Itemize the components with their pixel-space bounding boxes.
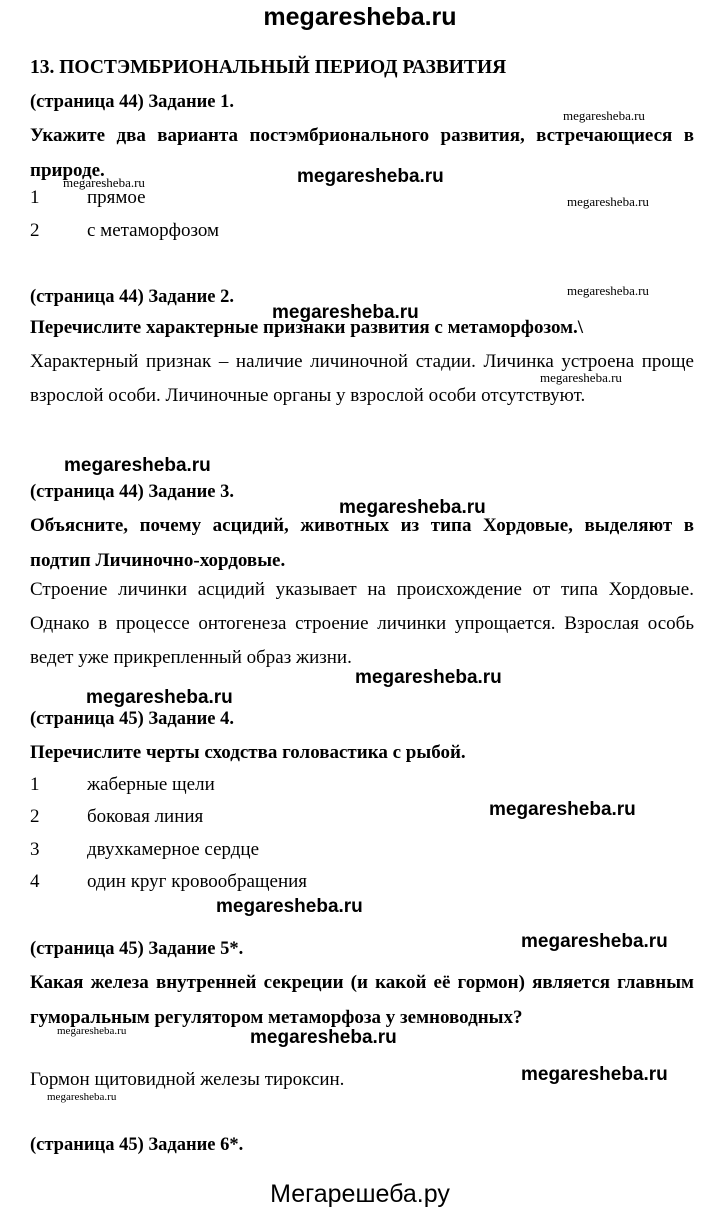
task-1-item-2-num: 2 (30, 220, 40, 241)
watermark: megaresheba.ru (250, 1027, 397, 1048)
watermark: megaresheba.ru (489, 799, 636, 820)
task-4-item-2-num: 2 (30, 806, 40, 827)
chapter-title: 13. ПОСТЭМБРИОНАЛЬНЫЙ ПЕРИОД РАЗВИТИЯ (30, 57, 507, 78)
task-4-item-3-num: 3 (30, 839, 40, 860)
task-4-item-1-text: жаберные щели (87, 774, 215, 795)
task-4-item-3-text: двухкамерное сердце (87, 839, 260, 860)
task-5-answer: Гормон щитовидной железы тироксин. (30, 1069, 345, 1090)
watermark: megaresheba.ru (521, 931, 668, 952)
watermark: megaresheba.ru (567, 194, 649, 209)
task-1-question: Укажите два варианта постэмбрионального развития, встречающиеся в природе. (30, 125, 694, 181)
watermark: megaresheba.ru (339, 497, 486, 518)
task-3-question: Объясните, почему асцидий, животных из типа Хордовые, выделяют в подтип Личиночно-хордовые. (30, 515, 694, 571)
watermark: megaresheba.ru (63, 175, 145, 190)
task-2-ref: (страница 44) Задание 2. (30, 287, 235, 307)
watermark: megaresheba.ru (540, 370, 622, 385)
watermark: megaresheba.ru (563, 108, 645, 123)
site-header: megaresheba.ru (263, 3, 457, 31)
task-1-item-1-text: прямое (87, 187, 146, 208)
watermark: megaresheba.ru (47, 1091, 117, 1103)
watermark: megaresheba.ru (521, 1064, 668, 1085)
task-5-ref: (страница 45) Задание 5*. (30, 939, 244, 959)
watermark: megaresheba.ru (297, 166, 444, 187)
task-2-answer: Характерный признак – наличие личиночной стадии. Личинка устроена проще взрослой особи. Личиночные органы у взрослой особи отсутствуют. (30, 351, 694, 406)
watermark: megaresheba.ru (57, 1025, 127, 1037)
task-6-ref: (страница 45) Задание 6*. (30, 1135, 244, 1155)
task-4-question: Перечислите черты сходства головастика с рыбой. (30, 742, 466, 763)
task-3-ref: (страница 44) Задание 3. (30, 482, 235, 502)
watermark: megaresheba.ru (86, 687, 233, 708)
watermark: megaresheba.ru (272, 302, 419, 323)
task-4-item-4-text: один круг кровообращения (87, 871, 308, 892)
task-4-item-4-num: 4 (30, 871, 40, 892)
task-1-item-2-text: с метаморфозом (87, 220, 219, 241)
task-3-answer: Строение личинки асцидий указывает на происхождение от типа Хордовые. Однако в процессе онтогенеза строение личинки упрощается. Взрослая особь ведет уже прикрепленный образ жизни. (30, 579, 694, 668)
task-4-item-1-num: 1 (30, 774, 40, 795)
task-1-item-1-num: 1 (30, 187, 40, 208)
watermark: megaresheba.ru (216, 896, 363, 917)
watermark: megaresheba.ru (567, 283, 649, 298)
site-footer: Мегарешеба.ру (270, 1180, 450, 1208)
watermark: megaresheba.ru (355, 667, 502, 688)
task-4-item-2-text: боковая линия (87, 806, 204, 827)
task-4-ref: (страница 45) Задание 4. (30, 709, 235, 729)
task-2-question: Перечислите характерные признаки развития с метаморфозом.\ (30, 317, 584, 338)
task-5-question: Какая железа внутренней секреции (и какой её гормон) является главным гуморальным регулятором метаморфоза у земноводных? (30, 972, 694, 1028)
watermark: megaresheba.ru (64, 455, 211, 476)
task-1-ref: (страница 44) Задание 1. (30, 92, 235, 112)
